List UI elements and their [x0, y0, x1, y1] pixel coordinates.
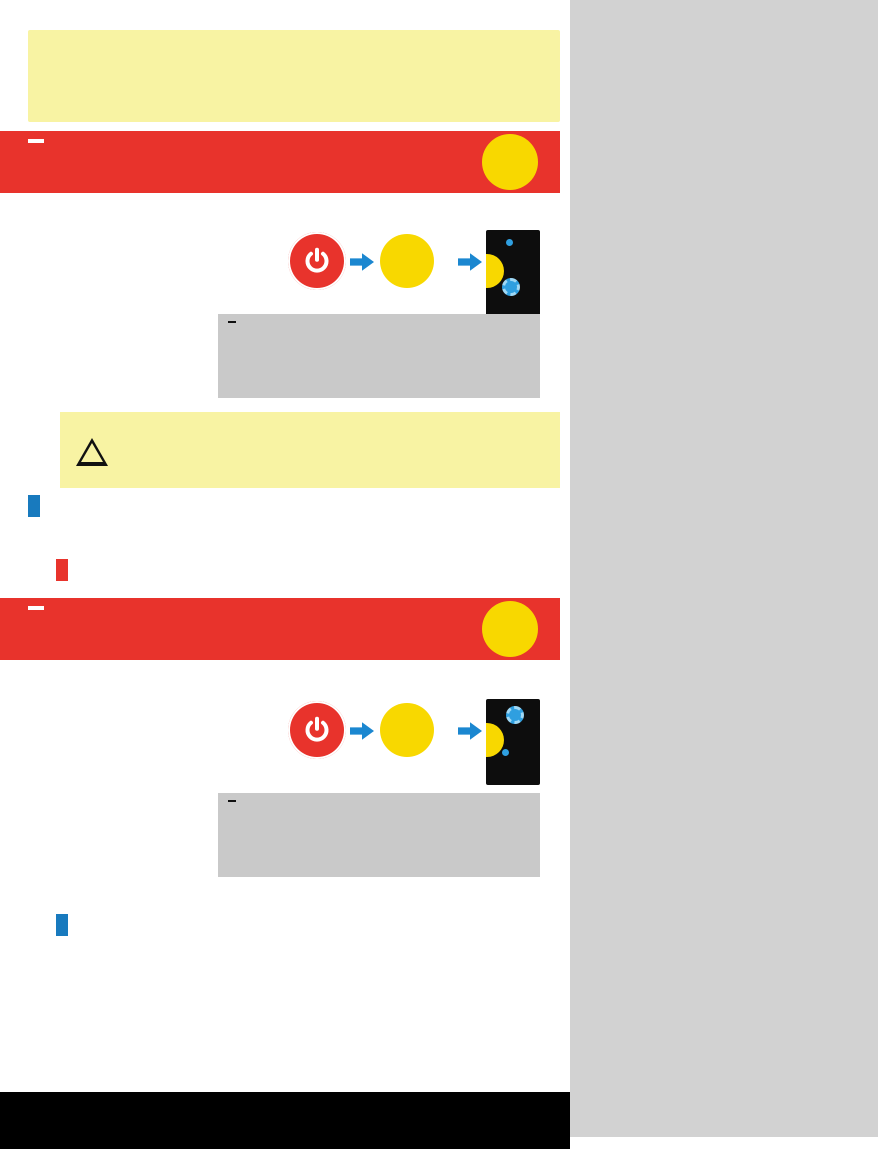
refresh-display-box — [218, 314, 540, 398]
arrow-icon — [458, 252, 482, 272]
arrow-icon — [350, 252, 374, 272]
seven-segment-sequence — [228, 330, 532, 376]
led-refresh — [502, 747, 512, 756]
maintenance-tagline — [28, 606, 44, 610]
warning-triangle-icon — [76, 438, 108, 466]
power-icon — [302, 246, 332, 276]
function-select-key-icon — [380, 234, 434, 288]
bottom-black-band — [0, 1092, 570, 1149]
power-button-icon — [288, 701, 346, 759]
led-maintenance — [506, 706, 527, 724]
power-icon — [302, 715, 332, 745]
intro-note-box — [28, 30, 560, 122]
function-select-badge — [482, 601, 538, 657]
refresh-warning-box — [60, 412, 560, 488]
normal-charge-highlight — [56, 914, 68, 936]
maintenance-display-box — [218, 793, 540, 877]
refresh-tagline — [28, 139, 44, 143]
refresh-section-header — [0, 131, 560, 193]
maintenance-key-sequence — [286, 697, 540, 789]
led-refresh — [502, 278, 523, 296]
maintenance-section-header — [0, 598, 560, 660]
seven-segment-sequence — [228, 809, 532, 855]
refresh-key-sequence — [286, 228, 540, 320]
function-select-key-icon — [380, 703, 434, 757]
in-function-badge — [228, 800, 236, 802]
function-select-badge — [482, 134, 538, 190]
maintenance-step2b — [56, 916, 68, 934]
display-header — [228, 321, 532, 323]
in-function-badge — [228, 321, 236, 323]
led-glow-icon — [502, 278, 520, 296]
led-glow-icon — [506, 706, 524, 724]
arrow-icon — [350, 721, 374, 741]
normal-charge-highlight — [28, 495, 40, 517]
led-maintenance — [506, 237, 516, 246]
arrow-icon — [458, 721, 482, 741]
power-button-icon — [288, 232, 346, 290]
display-header — [228, 800, 532, 802]
led-dot-icon — [506, 239, 513, 246]
refresh-step3 — [28, 497, 40, 515]
refresh-step3c — [56, 561, 68, 579]
led-dot-icon — [502, 749, 509, 756]
reference-panel — [570, 0, 878, 1137]
led-panel-illustration — [486, 230, 540, 316]
maintenance-mode-highlight — [56, 559, 68, 581]
led-panel-illustration — [486, 699, 540, 785]
